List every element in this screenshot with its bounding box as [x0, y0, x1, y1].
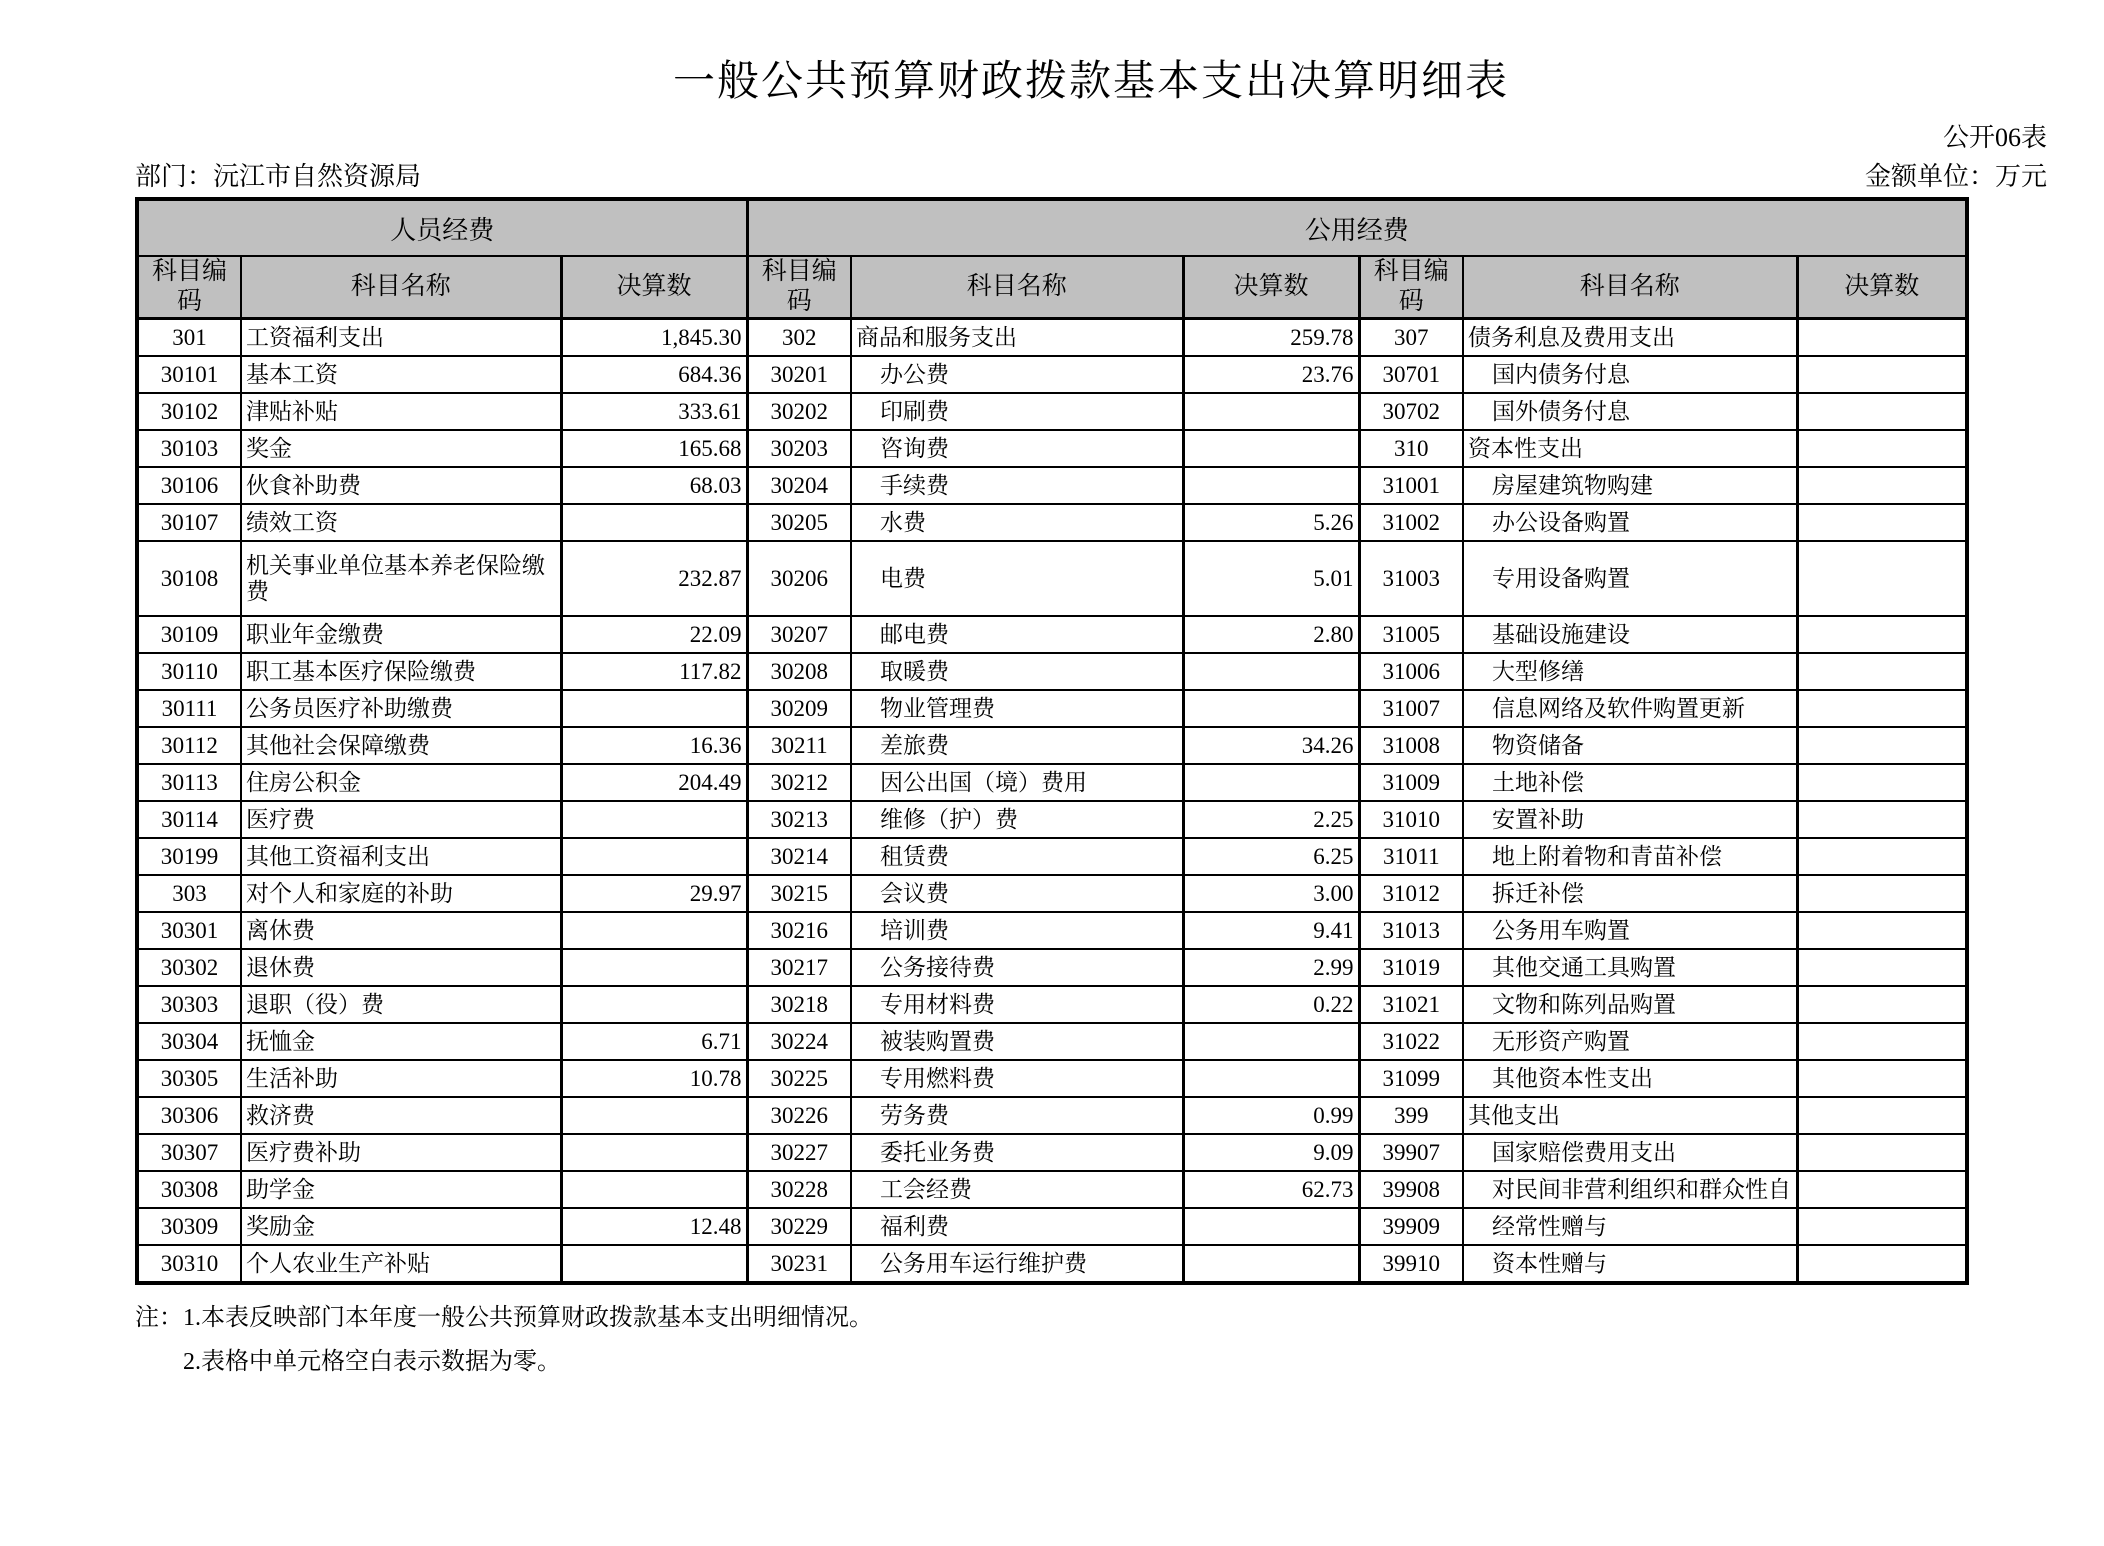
- final-amount-cell: 9.09: [1183, 1134, 1359, 1171]
- final-amount-cell: [561, 1097, 747, 1134]
- final-amount-cell: 684.36: [561, 356, 747, 393]
- subject-code-cell: 310: [1359, 430, 1463, 467]
- final-amount-cell: 204.49: [561, 764, 747, 801]
- subject-code-cell: 31021: [1359, 986, 1463, 1023]
- subject-code-cell: 30217: [747, 949, 851, 986]
- subject-name-cell: 抚恤金: [241, 1023, 561, 1060]
- final-amount-cell: [1797, 727, 1967, 764]
- subject-name-cell: 债务利息及费用支出: [1463, 319, 1797, 357]
- column-header-row: [137, 256, 1967, 319]
- final-amount-cell: [1797, 541, 1967, 616]
- table-row: [137, 764, 1967, 801]
- subject-code-cell: 302: [747, 319, 851, 357]
- subject-code-cell: 31022: [1359, 1023, 1463, 1060]
- subject-name-cell: 文物和陈列品购置: [1463, 986, 1797, 1023]
- final-amount-cell: [561, 504, 747, 541]
- subject-name-cell: 其他交通工具购置: [1463, 949, 1797, 986]
- subject-name-cell: 办公费: [851, 356, 1183, 393]
- final-amount-cell: [561, 912, 747, 949]
- subject-name-cell: 绩效工资: [241, 504, 561, 541]
- subject-code-cell: 30102: [137, 393, 241, 430]
- subject-code-cell: 30114: [137, 801, 241, 838]
- subject-name-cell: 基本工资: [241, 356, 561, 393]
- subject-code-cell: 30227: [747, 1134, 851, 1171]
- subject-code-cell: 30209: [747, 690, 851, 727]
- final-amount-cell: 5.26: [1183, 504, 1359, 541]
- subject-name-cell: 助学金: [241, 1171, 561, 1208]
- subject-code-cell: 39907: [1359, 1134, 1463, 1171]
- final-amount-cell: 2.80: [1183, 616, 1359, 653]
- final-amount-cell: [561, 1171, 747, 1208]
- subject-code-cell: 31010: [1359, 801, 1463, 838]
- subject-name-cell: 公务员医疗补助缴费: [241, 690, 561, 727]
- table-row: [137, 393, 1967, 430]
- subject-code-cell: 30199: [137, 838, 241, 875]
- final-amount-cell: 2.99: [1183, 949, 1359, 986]
- subject-name-cell: 被装购置费: [851, 1023, 1183, 1060]
- final-amount-cell: 6.25: [1183, 838, 1359, 875]
- subject-code-cell: 30302: [137, 949, 241, 986]
- subject-name-cell: 福利费: [851, 1208, 1183, 1245]
- final-amount-cell: [1797, 1060, 1967, 1097]
- final-amount-cell: [1797, 912, 1967, 949]
- subject-code-cell: 39910: [1359, 1245, 1463, 1283]
- final-amount-cell: [1183, 1245, 1359, 1283]
- final-amount-cell: 333.61: [561, 393, 747, 430]
- final-amount-cell: 165.68: [561, 430, 747, 467]
- subject-name-cell: 物业管理费: [851, 690, 1183, 727]
- department-label: 部门：沅江市自然资源局: [135, 161, 422, 191]
- table-row: [137, 986, 1967, 1023]
- table-row: [137, 1245, 1967, 1283]
- subject-code-cell: 30101: [137, 356, 241, 393]
- subject-code-cell: 30218: [747, 986, 851, 1023]
- subject-name-cell: 津贴补贴: [241, 393, 561, 430]
- final-amount-cell: [1797, 616, 1967, 653]
- subject-name-cell: 离休费: [241, 912, 561, 949]
- subject-name-cell: 机关事业单位基本养老保险缴费: [241, 541, 561, 616]
- subject-name-cell: 手续费: [851, 467, 1183, 504]
- subject-name-cell: 水费: [851, 504, 1183, 541]
- subject-name-cell: 专用设备购置: [1463, 541, 1797, 616]
- subject-code-cell: 30304: [137, 1023, 241, 1060]
- subject-code-cell: 30206: [747, 541, 851, 616]
- subject-code-cell: 303: [137, 875, 241, 912]
- final-amount-cell: 117.82: [561, 653, 747, 690]
- final-amount-cell: [1797, 393, 1967, 430]
- subject-name-cell: 公务用车购置: [1463, 912, 1797, 949]
- subject-code-cell: 30106: [137, 467, 241, 504]
- subject-code-cell: 30228: [747, 1171, 851, 1208]
- subject-name-cell: 大型修缮: [1463, 653, 1797, 690]
- subject-code-cell: 30309: [137, 1208, 241, 1245]
- subject-name-cell: 资本性赠与: [1463, 1245, 1797, 1283]
- final-amount-cell: [1797, 986, 1967, 1023]
- subject-name-cell: 国内债务付息: [1463, 356, 1797, 393]
- subject-name-cell: 生活补助: [241, 1060, 561, 1097]
- table-row: [137, 653, 1967, 690]
- subject-name-cell: 其他社会保障缴费: [241, 727, 561, 764]
- subject-name-cell: 奖励金: [241, 1208, 561, 1245]
- table-row: [137, 949, 1967, 986]
- subject-name-cell: 邮电费: [851, 616, 1183, 653]
- subject-name-cell: 工会经费: [851, 1171, 1183, 1208]
- subject-code-cell: 30211: [747, 727, 851, 764]
- final-amount-cell: [1183, 393, 1359, 430]
- subject-name-cell: 地上附着物和青苗补偿: [1463, 838, 1797, 875]
- final-amount-cell: [1183, 690, 1359, 727]
- final-amount-cell: 0.22: [1183, 986, 1359, 1023]
- subject-code-cell: 30305: [137, 1060, 241, 1097]
- final-amount-cell: [1183, 1208, 1359, 1245]
- final-amount-cell: 23.76: [1183, 356, 1359, 393]
- subject-name-cell: 职业年金缴费: [241, 616, 561, 653]
- final-amount-cell: [1797, 356, 1967, 393]
- table-row: [137, 467, 1967, 504]
- subject-code-cell: 30308: [137, 1171, 241, 1208]
- subject-name-cell: 住房公积金: [241, 764, 561, 801]
- subject-name-cell: 印刷费: [851, 393, 1183, 430]
- group-header-public: 公用经费: [747, 199, 1967, 256]
- final-amount-cell: [1183, 764, 1359, 801]
- subject-code-cell: 30216: [747, 912, 851, 949]
- subject-name-cell: 商品和服务支出: [851, 319, 1183, 357]
- final-amount-cell: 259.78: [1183, 319, 1359, 357]
- subject-name-cell: 医疗费补助: [241, 1134, 561, 1171]
- final-amount-cell: [1183, 1023, 1359, 1060]
- final-amount-cell: [561, 1134, 747, 1171]
- table-row: [137, 1208, 1967, 1245]
- subject-code-cell: 307: [1359, 319, 1463, 357]
- final-amount-cell: 0.99: [1183, 1097, 1359, 1134]
- final-amount-cell: [1183, 653, 1359, 690]
- subject-code-cell: 30231: [747, 1245, 851, 1283]
- subject-name-cell: 退职（役）费: [241, 986, 561, 1023]
- subject-code-cell: 30214: [747, 838, 851, 875]
- subject-name-cell: 伙食补助费: [241, 467, 561, 504]
- report-page: [0, 58, 2104, 1546]
- subject-name-cell: 专用燃料费: [851, 1060, 1183, 1097]
- subject-name-cell: 因公出国（境）费用: [851, 764, 1183, 801]
- subject-name-cell: 安置补助: [1463, 801, 1797, 838]
- subject-name-cell: 其他资本性支出: [1463, 1060, 1797, 1097]
- table-row: [137, 504, 1967, 541]
- final-amount-cell: [1797, 1208, 1967, 1245]
- subject-code-cell: 30107: [137, 504, 241, 541]
- subject-code-cell: 30207: [747, 616, 851, 653]
- subject-name-cell: 工资福利支出: [241, 319, 561, 357]
- subject-code-cell: 30226: [747, 1097, 851, 1134]
- table-body: [137, 319, 1967, 1284]
- subject-code-cell: 30113: [137, 764, 241, 801]
- note-line-1: 注：1.本表反映部门本年度一般公共预算财政拨款基本支出明细情况。: [135, 1305, 873, 1332]
- subject-name-cell: 奖金: [241, 430, 561, 467]
- final-amount-cell: [1183, 1060, 1359, 1097]
- subject-name-cell: 培训费: [851, 912, 1183, 949]
- final-amount-cell: [1797, 1245, 1967, 1283]
- subject-name-cell: 土地补偿: [1463, 764, 1797, 801]
- subject-code-cell: 30204: [747, 467, 851, 504]
- subject-code-cell: 30310: [137, 1245, 241, 1283]
- table-row: [137, 541, 1967, 616]
- subject-name-cell: 无形资产购置: [1463, 1023, 1797, 1060]
- subject-code-cell: 30303: [137, 986, 241, 1023]
- subject-name-cell: 咨询费: [851, 430, 1183, 467]
- final-amount-cell: [1797, 1023, 1967, 1060]
- subject-code-cell: 31008: [1359, 727, 1463, 764]
- subject-code-cell: 30215: [747, 875, 851, 912]
- final-amount-cell: [1183, 430, 1359, 467]
- final-amount-cell: 68.03: [561, 467, 747, 504]
- subject-code-cell: 31012: [1359, 875, 1463, 912]
- subject-name-cell: 国外债务付息: [1463, 393, 1797, 430]
- table-row: [137, 1023, 1967, 1060]
- subject-code-cell: 30212: [747, 764, 851, 801]
- table-row: [137, 690, 1967, 727]
- subject-name-cell: 维修（护）费: [851, 801, 1183, 838]
- note-line-2: 2.表格中单元格空白表示数据为零。: [183, 1348, 561, 1375]
- final-amount-cell: 10.78: [561, 1060, 747, 1097]
- subject-code-cell: 31005: [1359, 616, 1463, 653]
- table-row: [137, 430, 1967, 467]
- final-amount-cell: [1183, 467, 1359, 504]
- final-amount-cell: [1797, 764, 1967, 801]
- final-amount-cell: [561, 801, 747, 838]
- table-row: [137, 1134, 1967, 1171]
- subject-name-cell: 退休费: [241, 949, 561, 986]
- column-header-final-amount: 决算数: [1797, 256, 1967, 319]
- subject-code-cell: 30201: [747, 356, 851, 393]
- subject-name-cell: 差旅费: [851, 727, 1183, 764]
- column-header-subject-name: 科目名称: [241, 256, 561, 319]
- form-code-label: 公开06表: [1942, 123, 2047, 153]
- subject-name-cell: 个人农业生产补贴: [241, 1245, 561, 1283]
- final-amount-cell: [1797, 801, 1967, 838]
- page-title: 一般公共预算财政拨款基本支出决算明细表: [672, 59, 1509, 105]
- unit-label: 金额单位：万元: [1864, 161, 2047, 191]
- subject-code-cell: 30108: [137, 541, 241, 616]
- final-amount-cell: 22.09: [561, 616, 747, 653]
- subject-code-cell: 30103: [137, 430, 241, 467]
- subject-name-cell: 房屋建筑物购建: [1463, 467, 1797, 504]
- final-amount-cell: 62.73: [1183, 1171, 1359, 1208]
- subject-code-cell: 30109: [137, 616, 241, 653]
- subject-code-cell: 31002: [1359, 504, 1463, 541]
- group-header-personnel: 人员经费: [137, 199, 747, 256]
- column-header-subject-name: 科目名称: [1463, 256, 1797, 319]
- subject-code-cell: 301: [137, 319, 241, 357]
- subject-name-cell: 经常性赠与: [1463, 1208, 1797, 1245]
- table-row: [137, 838, 1967, 875]
- table-row: [137, 616, 1967, 653]
- subject-name-cell: 电费: [851, 541, 1183, 616]
- subject-code-cell: 30307: [137, 1134, 241, 1171]
- subject-code-cell: 30306: [137, 1097, 241, 1134]
- final-amount-cell: [1797, 653, 1967, 690]
- table-row: [137, 875, 1967, 912]
- final-amount-cell: [1797, 504, 1967, 541]
- subject-name-cell: 职工基本医疗保险缴费: [241, 653, 561, 690]
- subject-name-cell: 会议费: [851, 875, 1183, 912]
- subject-name-cell: 公务接待费: [851, 949, 1183, 986]
- table-row: [137, 319, 1967, 357]
- subject-code-cell: 30208: [747, 653, 851, 690]
- subject-code-cell: 31099: [1359, 1060, 1463, 1097]
- subject-code-cell: 39909: [1359, 1208, 1463, 1245]
- final-amount-cell: [561, 1245, 747, 1283]
- subject-name-cell: 基础设施建设: [1463, 616, 1797, 653]
- final-amount-cell: [1797, 467, 1967, 504]
- subject-name-cell: 医疗费: [241, 801, 561, 838]
- column-header-subject-name: 科目名称: [851, 256, 1183, 319]
- final-amount-cell: 3.00: [1183, 875, 1359, 912]
- table-row: [137, 801, 1967, 838]
- final-amount-cell: [561, 986, 747, 1023]
- subject-name-cell: 专用材料费: [851, 986, 1183, 1023]
- subject-code-cell: 31009: [1359, 764, 1463, 801]
- table-row: [137, 356, 1967, 393]
- subject-name-cell: 公务用车运行维护费: [851, 1245, 1183, 1283]
- final-amount-cell: [561, 949, 747, 986]
- subject-name-cell: 劳务费: [851, 1097, 1183, 1134]
- meta-row: [135, 163, 2047, 192]
- table-row: [137, 727, 1967, 764]
- subject-name-cell: 物资储备: [1463, 727, 1797, 764]
- column-header-subject-code: 科目编码: [1359, 256, 1463, 319]
- final-amount-cell: 2.25: [1183, 801, 1359, 838]
- subject-code-cell: 399: [1359, 1097, 1463, 1134]
- subject-name-cell: 拆迁补偿: [1463, 875, 1797, 912]
- subject-name-cell: 资本性支出: [1463, 430, 1797, 467]
- final-amount-cell: [561, 838, 747, 875]
- subject-name-cell: 取暖费: [851, 653, 1183, 690]
- subject-code-cell: 31019: [1359, 949, 1463, 986]
- subject-name-cell: 对个人和家庭的补助: [241, 875, 561, 912]
- subject-code-cell: 31001: [1359, 467, 1463, 504]
- subject-code-cell: 30111: [137, 690, 241, 727]
- table-row: [137, 1097, 1967, 1134]
- final-amount-cell: [1797, 1134, 1967, 1171]
- budget-detail-table: [135, 197, 1969, 1285]
- group-header-row: [137, 199, 1967, 256]
- subject-code-cell: 30213: [747, 801, 851, 838]
- final-amount-cell: 34.26: [1183, 727, 1359, 764]
- final-amount-cell: 9.41: [1183, 912, 1359, 949]
- subject-code-cell: 30229: [747, 1208, 851, 1245]
- final-amount-cell: [1797, 430, 1967, 467]
- subject-code-cell: 39908: [1359, 1171, 1463, 1208]
- subject-code-cell: 31006: [1359, 653, 1463, 690]
- subject-name-cell: 办公设备购置: [1463, 504, 1797, 541]
- final-amount-cell: [1797, 1171, 1967, 1208]
- subject-code-cell: 31003: [1359, 541, 1463, 616]
- final-amount-cell: [1797, 838, 1967, 875]
- subject-code-cell: 30702: [1359, 393, 1463, 430]
- final-amount-cell: 5.01: [1183, 541, 1359, 616]
- subject-code-cell: 30701: [1359, 356, 1463, 393]
- subject-name-cell: 其他支出: [1463, 1097, 1797, 1134]
- subject-name-cell: 信息网络及软件购置更新: [1463, 690, 1797, 727]
- subject-code-cell: 31013: [1359, 912, 1463, 949]
- final-amount-cell: 29.97: [561, 875, 747, 912]
- subject-name-cell: 其他工资福利支出: [241, 838, 561, 875]
- subject-code-cell: 30203: [747, 430, 851, 467]
- table-row: [137, 1060, 1967, 1097]
- final-amount-cell: [1797, 1097, 1967, 1134]
- column-header-subject-code: 科目编码: [747, 256, 851, 319]
- final-amount-cell: [561, 690, 747, 727]
- subject-code-cell: 30110: [137, 653, 241, 690]
- final-amount-cell: [1797, 319, 1967, 357]
- subject-code-cell: 30225: [747, 1060, 851, 1097]
- subject-code-cell: 30202: [747, 393, 851, 430]
- final-amount-cell: 16.36: [561, 727, 747, 764]
- final-amount-cell: 1,845.30: [561, 319, 747, 357]
- subject-name-cell: 救济费: [241, 1097, 561, 1134]
- column-header-final-amount: 决算数: [561, 256, 747, 319]
- table-row: [137, 912, 1967, 949]
- subject-name-cell: 委托业务费: [851, 1134, 1183, 1171]
- final-amount-cell: [1797, 949, 1967, 986]
- subject-code-cell: 31011: [1359, 838, 1463, 875]
- final-amount-cell: 6.71: [561, 1023, 747, 1060]
- column-header-final-amount: 决算数: [1183, 256, 1359, 319]
- final-amount-cell: 12.48: [561, 1208, 747, 1245]
- subject-code-cell: 30112: [137, 727, 241, 764]
- subject-name-cell: 租赁费: [851, 838, 1183, 875]
- final-amount-cell: [1797, 690, 1967, 727]
- notes-block: [135, 1303, 2047, 1377]
- subject-name-cell: 对民间非营利组织和群众性自: [1463, 1171, 1797, 1208]
- final-amount-cell: 232.87: [561, 541, 747, 616]
- subject-name-cell: 国家赔偿费用支出: [1463, 1134, 1797, 1171]
- subject-code-cell: 30224: [747, 1023, 851, 1060]
- table-row: [137, 1171, 1967, 1208]
- final-amount-cell: [1797, 875, 1967, 912]
- column-header-subject-code: 科目编码: [137, 256, 241, 319]
- subject-code-cell: 30301: [137, 912, 241, 949]
- subject-code-cell: 30205: [747, 504, 851, 541]
- subject-code-cell: 31007: [1359, 690, 1463, 727]
